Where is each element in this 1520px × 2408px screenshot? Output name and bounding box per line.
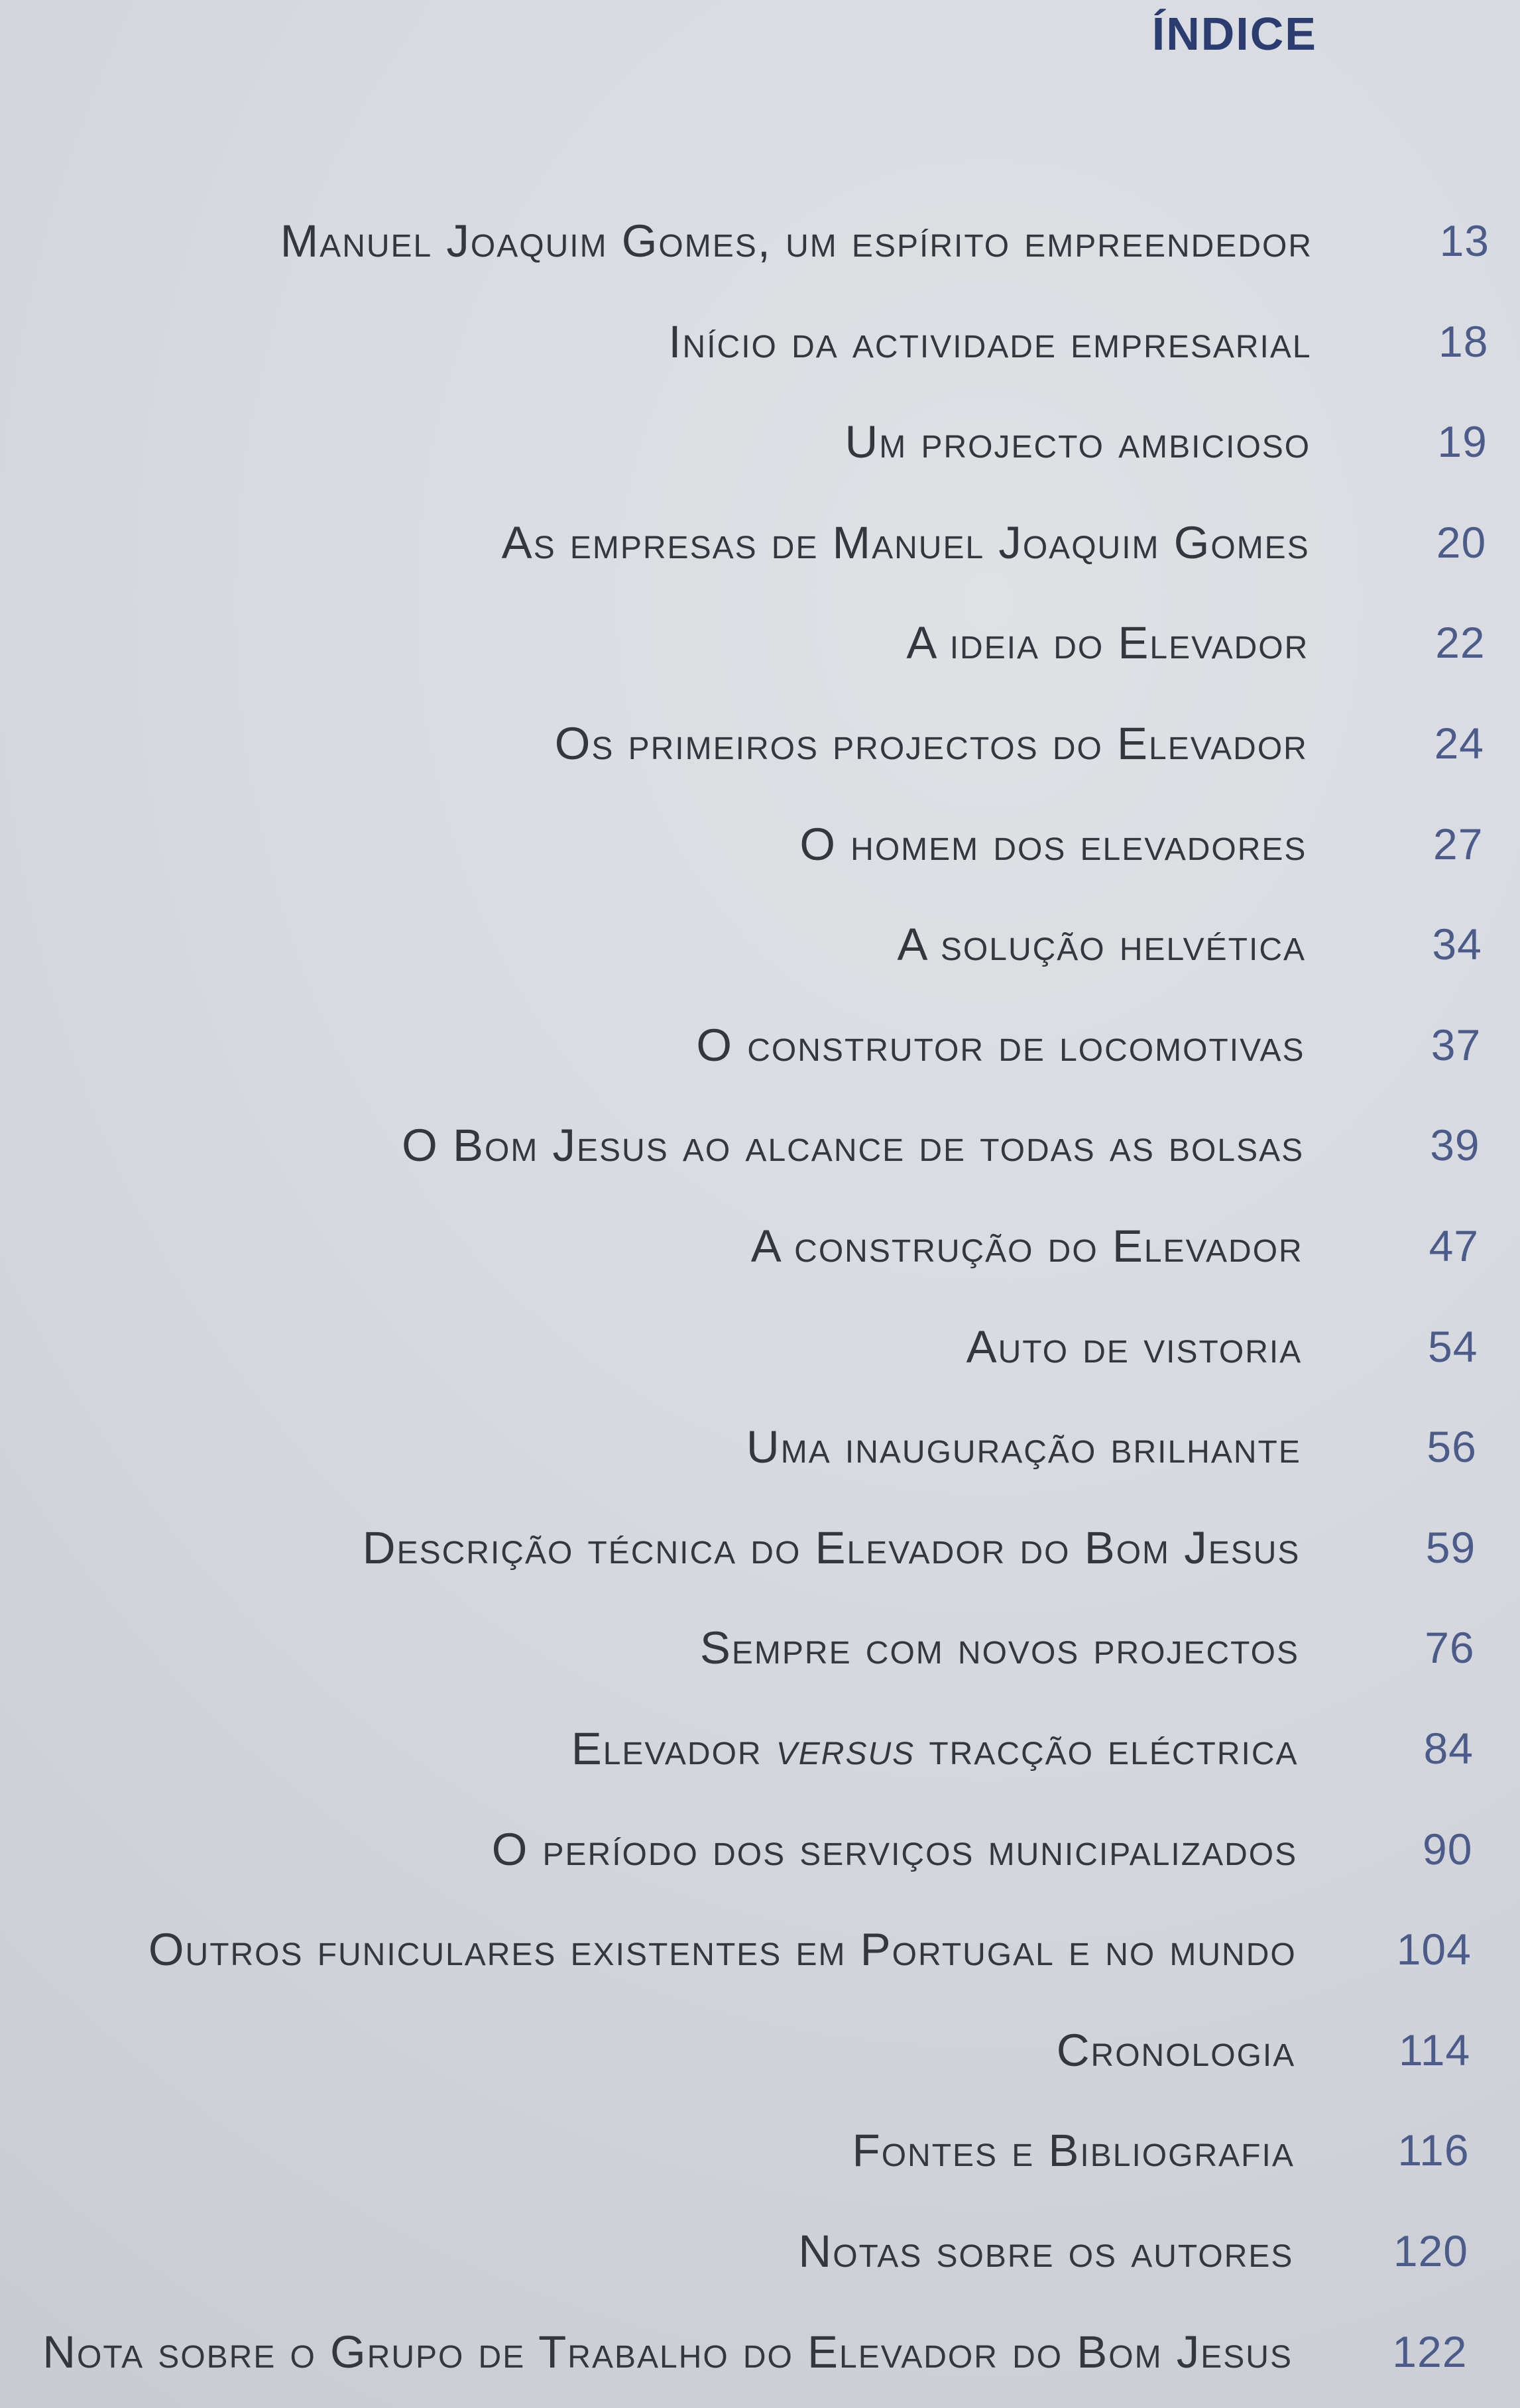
toc-entry [0,1699,1520,1799]
toc-entry-page-number: 59 [1425,1522,1476,1572]
toc-entry-page-number: 104 [1396,1925,1472,1974]
toc-entry [0,493,1520,593]
toc-entry-title: A solução helvética [897,919,1306,971]
toc-entry-title [571,1699,1299,1799]
toc-entry [0,1095,1520,1196]
toc-entry [0,2302,1520,2403]
toc-entry-page-number: 13 [1439,216,1490,265]
toc-entry-page-number: 19 [1437,417,1488,467]
toc-entry-title: Nota sobre o Grupo de Trabalho do Elevador do Bom Jesus [42,2326,1293,2378]
toc-entry [0,2100,1520,2201]
toc-entry-title: As empresas de Manuel Joaquim Gomes [501,516,1310,568]
toc-entry-title: O Bom Jesus ao alcance de todas as bolsas [402,1120,1305,1172]
toc-entry [0,1498,1520,1598]
toc-entry-page-number: 37 [1431,1020,1482,1069]
toc-entry [0,1397,1520,1498]
toc-entry [0,794,1520,895]
toc-entry-page-number: 120 [1393,2226,1468,2275]
toc-entry-title: O período dos serviços municipalizados [491,1823,1298,1875]
toc-entry-page-number: 22 [1435,618,1486,668]
toc-entry [0,1196,1520,1297]
toc-entry [0,693,1520,794]
toc-entry [0,1899,1520,2000]
page-title: ÍNDICE [1151,8,1317,60]
toc-entry-page-number: 47 [1429,1221,1479,1270]
toc-entry-title: A ideia do Elevador [906,617,1309,669]
toc-entry-title: Sempre com novos projectos [699,1622,1299,1674]
toc-entry-page-number: 56 [1427,1422,1477,1472]
toc-entry-page-number: 39 [1430,1120,1480,1170]
toc-entry-title: Notas sobre os autores [798,2226,1294,2277]
toc-entry-title: Auto de vistoria [966,1321,1303,1372]
toc-entry-title-italic: versus [776,1723,915,1774]
toc-entry [0,1297,1520,1398]
toc-entry-page-number: 54 [1427,1321,1478,1371]
toc-entry [0,292,1520,392]
toc-entry-title: Fontes e Bibliografia [852,2125,1295,2177]
toc-entry-page-number: 27 [1432,819,1484,869]
toc-entry-page-number: 84 [1423,1724,1474,1773]
toc-entry-page-number: 114 [1398,2025,1471,2075]
toc-entry-title: Cronologia [1056,2024,1296,2076]
toc-entry-title: Um projecto ambicioso [845,416,1311,468]
toc-entry-title-part: tracção eléctrica [929,1723,1299,1774]
toc-entry-page-number: 90 [1422,1824,1473,1874]
toc-entry [0,1799,1520,1900]
toc-entry-title: Os primeiros projectos do Elevador [554,718,1308,769]
toc-entry-title: O construtor de locomotivas [696,1019,1305,1071]
toc-entry-title: Uma inauguração brilhante [746,1421,1301,1473]
toc-entry-title: A construção do Elevador [750,1221,1303,1272]
toc-entry-page-number: 18 [1438,316,1489,366]
toc-entry-page-number: 116 [1397,2126,1470,2175]
toc-entry [0,2000,1520,2101]
toc-entry [0,392,1520,493]
toc-entry-page-number: 122 [1392,2326,1468,2376]
toc-entry [0,2201,1520,2302]
toc-entry-title: Manuel Joaquim Gomes, um espírito empreendedor [280,215,1313,267]
toc-entry [0,593,1520,693]
toc-entry-page-number: 24 [1434,719,1484,768]
toc-entry-page-number: 76 [1425,1623,1475,1673]
toc-entry [0,1598,1520,1699]
toc-entry-title: O homem dos elevadores [799,818,1307,870]
toc-entry [0,191,1520,292]
toc-entry-title-part: Elevador [571,1723,762,1774]
toc-entry-title: Início da actividade empresarial [668,316,1312,367]
toc-entry-title: Outros funiculares existentes em Portugal e no mundo [148,1924,1297,1976]
toc-entry-title: Descrição técnica do Elevador do Bom Jesus [362,1522,1301,1573]
toc-entry-page-number: 34 [1432,920,1482,969]
toc-entry [0,995,1520,1096]
toc-entry [0,894,1520,995]
toc-entry-page-number: 20 [1436,517,1487,567]
